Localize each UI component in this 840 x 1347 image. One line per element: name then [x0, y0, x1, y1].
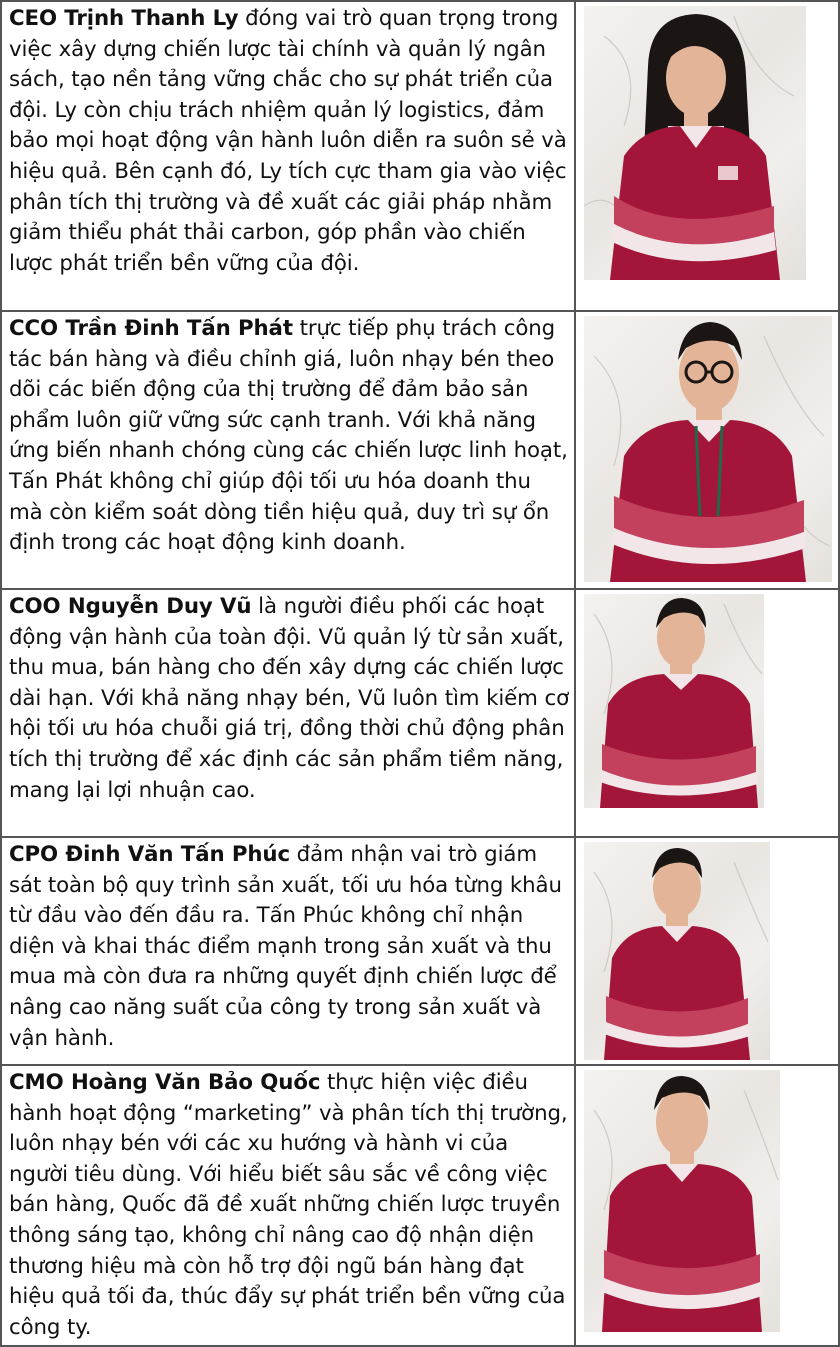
member-description: trực tiếp phụ trách công tác bán hàng và điều chỉnh giá, luôn nhạy bén theo dõi các biến động của thị trường để đảm bảo sản phẩm luôn giữ vững sức cạnh tranh. Với khả năng ứng biến nhanh chóng cùng các chiến lược linh hoạt, Tấn Phát không chỉ giúp đội tối ưu hóa doanh thu mà còn kiểm soát dòng tiền hiệu quả, duy trì sự ổn định trong các hoạt động kinh doanh.	[9, 316, 568, 556]
member-photo-cco	[584, 316, 832, 582]
team-row-ceo	[0, 0, 840, 310]
member-photo-coo	[584, 594, 764, 808]
photo-cell	[576, 1066, 840, 1345]
member-bio-cco	[0, 312, 576, 588]
member-bio-cpo	[0, 838, 576, 1064]
photo-cell	[576, 2, 840, 310]
team-row-cco	[0, 310, 840, 588]
member-description: là người điều phối các hoạt động vận hành của toàn đội. Vũ quản lý từ sản xuất, thu mua, bán hàng cho đến xây dựng các chiến lược dài hạn. Với khả năng nhạy bén, Vũ luôn tìm kiếm cơ hội tối ưu hóa chuỗi giá trị, đồng thời chủ động phân tích thị trường để xác định các sản phẩm tiềm năng, mang lại lợi nhuận cao.	[9, 594, 570, 803]
photo-cell	[576, 312, 840, 588]
member-bio-cmo	[0, 1066, 576, 1345]
member-name: CCO Trần Đinh Tấn Phát	[9, 316, 293, 341]
member-photo-ceo	[584, 6, 806, 280]
photo-cell	[576, 590, 840, 836]
team-row-cpo	[0, 836, 840, 1064]
photo-cell	[576, 838, 840, 1064]
member-name: CMO Hoàng Văn Bảo Quốc	[9, 1070, 321, 1095]
member-description: đóng vai trò quan trọng trong việc xây dựng chiến lược tài chính và quản lý ngân sách, tạo nền tảng vững chắc cho sự phát triển của đội. Ly còn chịu trách nhiệm quản lý logistics, đảm bảo mọi hoạt động vận hành luôn diễn ra suôn sẻ và hiệu quả. Bên cạnh đó, Ly tích cực tham gia vào việc phân tích thị trường và đề xuất các giải pháp nhằm giảm thiểu phát thải carbon, góp phần vào chiến lược phát triển bền vững của đội.	[9, 6, 567, 276]
member-photo-cpo	[584, 842, 770, 1060]
member-photo-cmo	[584, 1070, 780, 1332]
member-name: COO Nguyễn Duy Vũ	[9, 594, 252, 619]
member-name: CEO Trịnh Thanh Ly	[9, 6, 239, 31]
member-description: thực hiện việc điều hành hoạt động “marketing” và phân tích thị trường, luôn nhạy bén với các xu hướng và hành vi của người tiêu dùng. Với hiểu biết sâu sắc về công việc bán hàng, Quốc đã đề xuất những chiến lược truyền thông sáng tạo, không chỉ nâng cao độ nhận diện thương hiệu mà còn hỗ trợ đội ngũ bán hàng đạt hiệu quả tối đa, thúc đẩy sự phát triển bền vững của công ty.	[9, 1070, 568, 1340]
member-bio-coo	[0, 590, 576, 836]
team-row-cmo	[0, 1064, 840, 1347]
member-description: đảm nhận vai trò giám sát toàn bộ quy trình sản xuất, tối ưu hóa từng khâu từ đầu vào đến đầu ra. Tấn Phúc không chỉ nhận diện và khai thác điểm mạnh trong sản xuất và thu mua mà còn đưa ra những quyết định chiến lược để nâng cao năng suất của công ty trong sản xuất và vận hành.	[9, 842, 562, 1051]
team-row-coo	[0, 588, 840, 836]
member-name: CPO Đinh Văn Tấn Phúc	[9, 842, 290, 867]
member-bio-ceo	[0, 2, 576, 310]
